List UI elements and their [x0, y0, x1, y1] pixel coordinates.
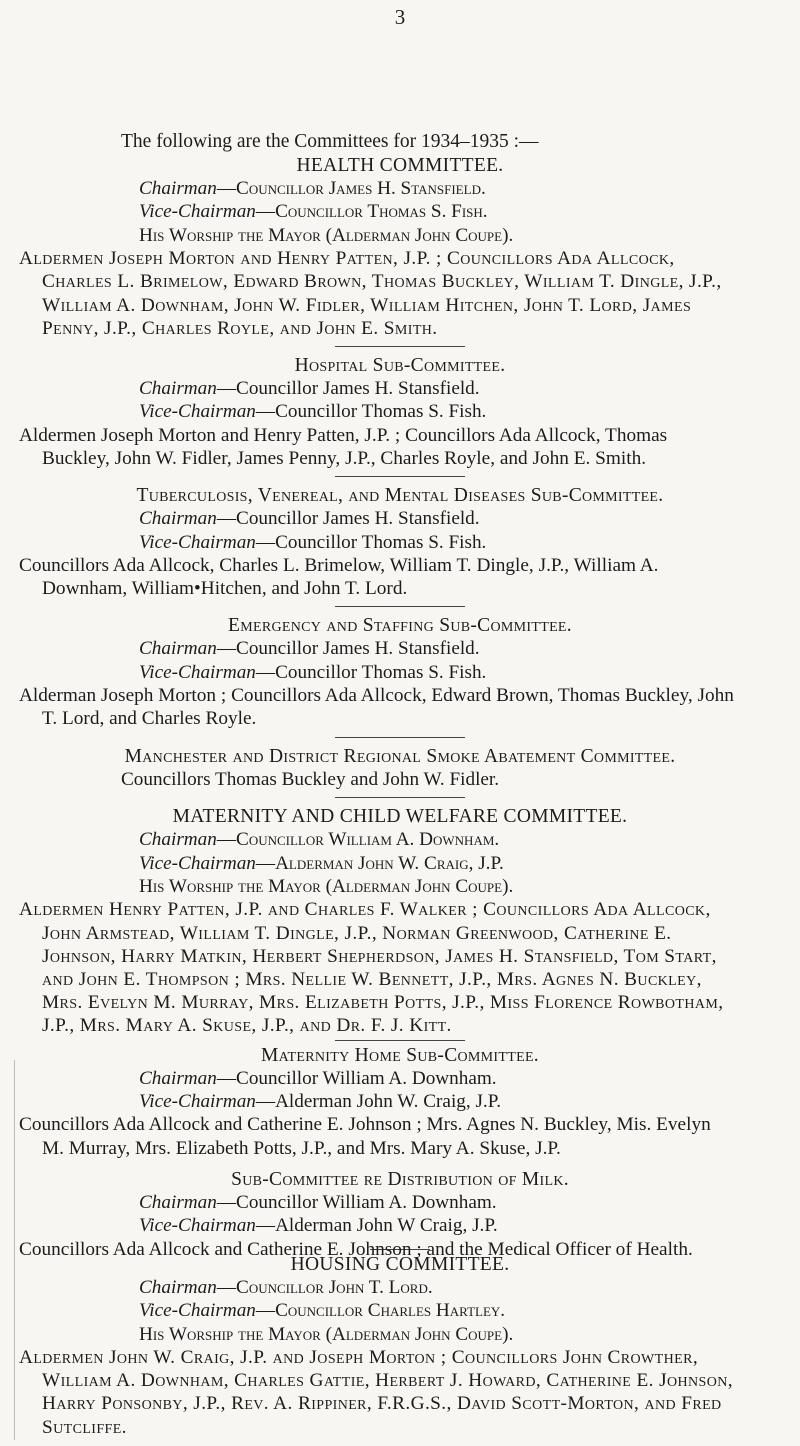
- health-mayor: His Worship the Mayor (Alderman John Coupe).: [139, 224, 514, 246]
- tuberculosis-chairman: Chairman—Councillor James H. Stansfield.: [139, 508, 480, 530]
- maternity-vice-chairman: Vice-Chairman—Alderman John W. Craig, J.P.: [139, 852, 504, 874]
- housing-committee: [0, 1253, 800, 1439]
- smoke-abatement-committee: [0, 745, 800, 791]
- milk-subcommittee: [0, 1168, 800, 1261]
- smoke-heading: Manchester and District Regional Smoke Abatement Committee.: [124, 745, 676, 767]
- hospital-chairman: Chairman—Councillor James H. Stansfield.: [139, 378, 480, 400]
- hospital-members: Aldermen Joseph Morton and Henry Patten, J.P. ; Councillors Ada Allcock, Thomas Buckley, John W. Fidler, James Penny, J.P., Charles Royle, and John E. Smith.: [19, 424, 668, 470]
- milk-members: Councillors Ada Allcock and Catherine E. Johnson ; and the Medical Officer of Health.: [19, 1238, 693, 1260]
- hospital-subcommittee: [0, 354, 800, 470]
- divider: [335, 606, 465, 607]
- milk-heading: Sub-Committee re Distribution of Milk.: [231, 1168, 569, 1190]
- maternity-home-subcommittee: [0, 1044, 800, 1160]
- page-number: 3: [394, 5, 406, 29]
- tuberculosis-members: Councillors Ada Allcock, Charles L. Brimelow, William T. Dingle, J.P., William A. Downham, William•Hitchen, and John T. Lord.: [19, 555, 659, 600]
- housing-members: Aldermen John W. Craig, J.P. and Joseph Morton ; Councillors John Crowther, William A. Downham, Charles Gattie, Herbert J. Howard, Catherine E. Johnson, Harry Ponsonby, J.P., Rev. A. Rippiner, F.R.G.S., David Scott-Morton, and Fred Sutcliffe.: [19, 1346, 733, 1438]
- emergency-heading: Emergency and Staffing Sub-Committee.: [228, 615, 572, 637]
- maternity-members: Aldermen Henry Patten, J.P. and Charles F. Walker ; Councillors Ada Allcock, John Armstead, William T. Dingle, J.P., Norman Greenwood, Catherine E. Johnson, Harry Matkin, Herbert Shepherdson, James H. Stansfield, Tom Start, and John E. Thompson ; Mrs. Nellie W. Bennett, J.P., Mrs. Agnes N. Buckley, Mrs. Evelyn M. Murray, Mrs. Elizabeth Potts, J.P., Miss Florence Rowbotham, J.P., Mrs. Mary A. Skuse, J.P., and Dr. F. J. Kitt.: [19, 899, 724, 1037]
- emergency-members: Alderman Joseph Morton ; Councillors Ada Allcock, Edward Brown, Thomas Buckley, John T. Lord, and Charles Royle.: [19, 685, 734, 730]
- divider: [335, 346, 465, 347]
- maternity-committee: [0, 805, 800, 1037]
- housing-heading: HOUSING COMMITTEE.: [290, 1253, 510, 1275]
- emergency-subcommittee: [0, 614, 800, 730]
- maternity-home-vice-chairman: Vice-Chairman—Alderman John W. Craig, J.P.: [139, 1090, 502, 1112]
- health-committee: [0, 154, 800, 340]
- milk-vice-chairman: Vice-Chairman—Alderman John W Craig, J.P.: [139, 1215, 498, 1237]
- divider: [335, 476, 465, 477]
- emergency-chairman: Chairman—Councillor James H. Stansfield.: [139, 638, 480, 660]
- intro-text: The following are the Committees for 1934–1935 :—: [121, 131, 539, 152]
- smoke-members: Councillors Thomas Buckley and John W. Fidler.: [121, 768, 500, 790]
- housing-chairman: Chairman—Councillor John T. Lord.: [139, 1276, 433, 1298]
- scan-edge: [14, 1060, 15, 1440]
- maternity-home-chairman: Chairman—Councillor William A. Downham.: [139, 1067, 497, 1089]
- housing-vice-chairman: Vice-Chairman—Councillor Charles Hartley.: [139, 1300, 506, 1322]
- housing-mayor: His Worship the Mayor (Alderman John Coupe).: [139, 1323, 514, 1345]
- maternity-heading: MATERNITY AND CHILD WELFARE COMMITTEE.: [172, 806, 628, 828]
- health-heading: HEALTH COMMITTEE.: [296, 155, 504, 176]
- maternity-mayor: His Worship the Mayor (Alderman John Coupe).: [139, 875, 514, 897]
- committee-list: [0, 154, 800, 1439]
- health-vice-chairman: Vice-Chairman—Councillor Thomas S. Fish.: [139, 201, 488, 223]
- maternity-chairman: Chairman—Councillor William A. Downham.: [139, 829, 500, 851]
- health-members: Aldermen Joseph Morton and Henry Patten, J.P. ; Councillors Ada Allcock, Charles L. Brimelow, Edward Brown, Thomas Buckley, William T. Dingle, J.P., William A. Downham, John W. Fidler, William Hitchen, John T. Lord, James Penny, J.P., Charles Royle, and John E. Smith.: [19, 248, 722, 339]
- maternity-home-heading: Maternity Home Sub-Committee.: [261, 1044, 539, 1066]
- tuberculosis-heading: Tuberculosis, Venereal, and Mental Diseases Sub-Committee.: [136, 485, 664, 507]
- tuberculosis-subcommittee: [0, 484, 800, 600]
- divider: [335, 797, 465, 798]
- emergency-vice-chairman: Vice-Chairman—Councillor Thomas S. Fish.: [139, 661, 487, 683]
- divider: [335, 1040, 465, 1041]
- tuberculosis-vice-chairman: Vice-Chairman—Councillor Thomas S. Fish.: [139, 531, 487, 553]
- divider: [335, 737, 465, 738]
- health-chairman: Chairman—Councillor James H. Stansfield.: [139, 178, 486, 199]
- maternity-home-members: Councillors Ada Allcock and Catherine E. Johnson ; Mrs. Agnes N. Buckley, Mis. Evelyn M. Murray, Mrs. Elizabeth Potts, J.P., and Mrs. Mary A. Skuse, J.P.: [19, 1114, 711, 1159]
- hospital-heading: Hospital Sub-Committee.: [294, 355, 506, 377]
- milk-chairman: Chairman—Councillor William A. Downham.: [139, 1191, 497, 1213]
- hospital-vice-chairman: Vice-Chairman—Councillor Thomas S. Fish.: [139, 401, 487, 423]
